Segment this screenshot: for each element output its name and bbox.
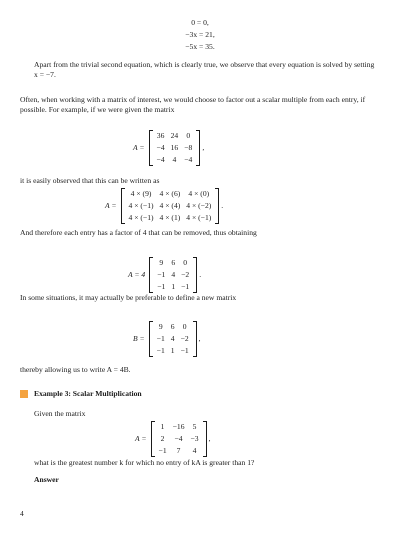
matrix-lhs: A = 4 bbox=[128, 269, 146, 279]
matrix-entry: −1 bbox=[156, 334, 165, 343]
matrix-entry: 4 × (−1) bbox=[128, 201, 154, 210]
paragraph: Apart from the trivial second equation, which is clearly true, we observe that every equation is solved by setting x = −7. bbox=[34, 60, 375, 80]
matrix-entry: 4 bbox=[172, 155, 177, 164]
paragraph: And therefore each entry has a factor of 4 that can be removed, thus obtaining bbox=[20, 228, 257, 237]
matrix-body bbox=[156, 421, 202, 457]
matrix-entry: 0 bbox=[186, 131, 191, 140]
matrix-entry: 4 × (1) bbox=[159, 213, 181, 222]
matrix-entry: −1 bbox=[180, 346, 189, 355]
matrix-entry: −16 bbox=[172, 422, 185, 431]
matrix-body bbox=[126, 188, 215, 224]
matrix-entry: −2 bbox=[181, 270, 190, 279]
matrix-entry: 24 bbox=[170, 131, 179, 140]
matrix-entry: 2 bbox=[160, 434, 165, 443]
matrix-entry: 1 bbox=[171, 282, 176, 291]
matrix-entry: 0 bbox=[183, 258, 188, 267]
matrix-body bbox=[154, 321, 192, 357]
matrix-entry: 5 bbox=[192, 422, 197, 431]
matrix-a-factored: A = 4 × (9) 4 × (6) 4 × (0) 4 × (−1) 4 × (4) 4 × (−2) 4 × (−1) 4 × (1) 4 × (−1) . bbox=[105, 189, 224, 222]
matrix-entry: −1 bbox=[157, 270, 166, 279]
matrix-entry: 4 × (−1) bbox=[186, 213, 212, 222]
matrix-entry: 4 × (4) bbox=[159, 201, 181, 210]
paragraph: what is the greatest number k for which no entry of kA is greater than 1? bbox=[34, 458, 255, 467]
answer-label: Answer bbox=[34, 475, 59, 484]
matrix-entry: −1 bbox=[181, 282, 190, 291]
matrix-entry: −2 bbox=[180, 334, 189, 343]
matrix-entry: 0 bbox=[182, 322, 187, 331]
matrix-entry: 7 bbox=[176, 446, 181, 455]
matrix-entry: 9 bbox=[159, 258, 164, 267]
matrix-lhs: A = bbox=[135, 433, 147, 443]
equation-system bbox=[0, 17, 400, 53]
matrix-entry: 6 bbox=[170, 322, 175, 331]
matrix-entry: −1 bbox=[156, 346, 165, 355]
equation-line: −5x = 35. bbox=[185, 42, 215, 51]
matrix-entry: −3 bbox=[190, 434, 199, 443]
matrix-entry: −8 bbox=[184, 143, 193, 152]
matrix-entry: −1 bbox=[157, 282, 166, 291]
matrix-entry: −4 bbox=[184, 155, 193, 164]
matrix-b: B = 9 6 0 −1 4 −2 −1 1 −1 , bbox=[133, 322, 201, 355]
paragraph: thereby allowing us to write A = 4B. bbox=[20, 365, 131, 374]
matrix-entry: 4 × (9) bbox=[130, 189, 152, 198]
matrix-entry: 9 bbox=[158, 322, 163, 331]
equation-line: −3x = 21, bbox=[185, 30, 215, 39]
equation-line: 0 = 0, bbox=[191, 18, 209, 27]
paragraph: Given the matrix bbox=[34, 409, 86, 418]
matrix-entry: −4 bbox=[156, 143, 165, 152]
matrix-entry: −4 bbox=[174, 434, 183, 443]
paragraph: Often, when working with a matrix of interest, we would choose to factor out a scalar multiple from each entry, if possible. For example, if we were given the matrix bbox=[20, 95, 366, 115]
matrix-entry: 4 × (6) bbox=[159, 189, 181, 198]
matrix-a-scaled: A = 4 9 6 0 −1 4 −2 −1 1 −1 . bbox=[128, 258, 202, 291]
matrix-entry: 1 bbox=[170, 346, 175, 355]
paragraph: it is easily observed that this can be written as bbox=[20, 176, 160, 185]
matrix-entry: 4 × (0) bbox=[188, 189, 210, 198]
matrix-entry: 16 bbox=[170, 143, 179, 152]
matrix-lhs: A = bbox=[133, 142, 145, 152]
matrix-entry: 4 bbox=[192, 446, 197, 455]
matrix-entry: 4 × (−1) bbox=[128, 213, 154, 222]
matrix-entry: 4 bbox=[170, 334, 175, 343]
page-number: 4 bbox=[20, 509, 24, 518]
matrix-entry: 4 bbox=[171, 270, 176, 279]
matrix-body bbox=[154, 257, 192, 293]
matrix-entry: 4 × (−2) bbox=[186, 201, 212, 210]
matrix-lhs: B = bbox=[133, 333, 145, 343]
matrix-body bbox=[154, 130, 196, 166]
matrix-lhs: A = bbox=[105, 200, 117, 210]
matrix-entry: 1 bbox=[160, 422, 165, 431]
matrix-example: A = 1 −16 5 2 −4 −3 −1 7 4 , bbox=[135, 422, 211, 455]
paragraph: In some situations, it may actually be preferable to define a new matrix bbox=[20, 293, 237, 302]
matrix-a: A = 36 24 0 −4 16 −8 −4 4 −4 , bbox=[133, 131, 205, 164]
matrix-entry: −1 bbox=[158, 446, 167, 455]
matrix-entry: 6 bbox=[171, 258, 176, 267]
example-title: Example 3: Scalar Multiplication bbox=[34, 389, 142, 398]
example-heading bbox=[20, 389, 142, 399]
matrix-entry: −4 bbox=[156, 155, 165, 164]
matrix-entry: 36 bbox=[156, 131, 165, 140]
heading-marker bbox=[20, 390, 28, 398]
